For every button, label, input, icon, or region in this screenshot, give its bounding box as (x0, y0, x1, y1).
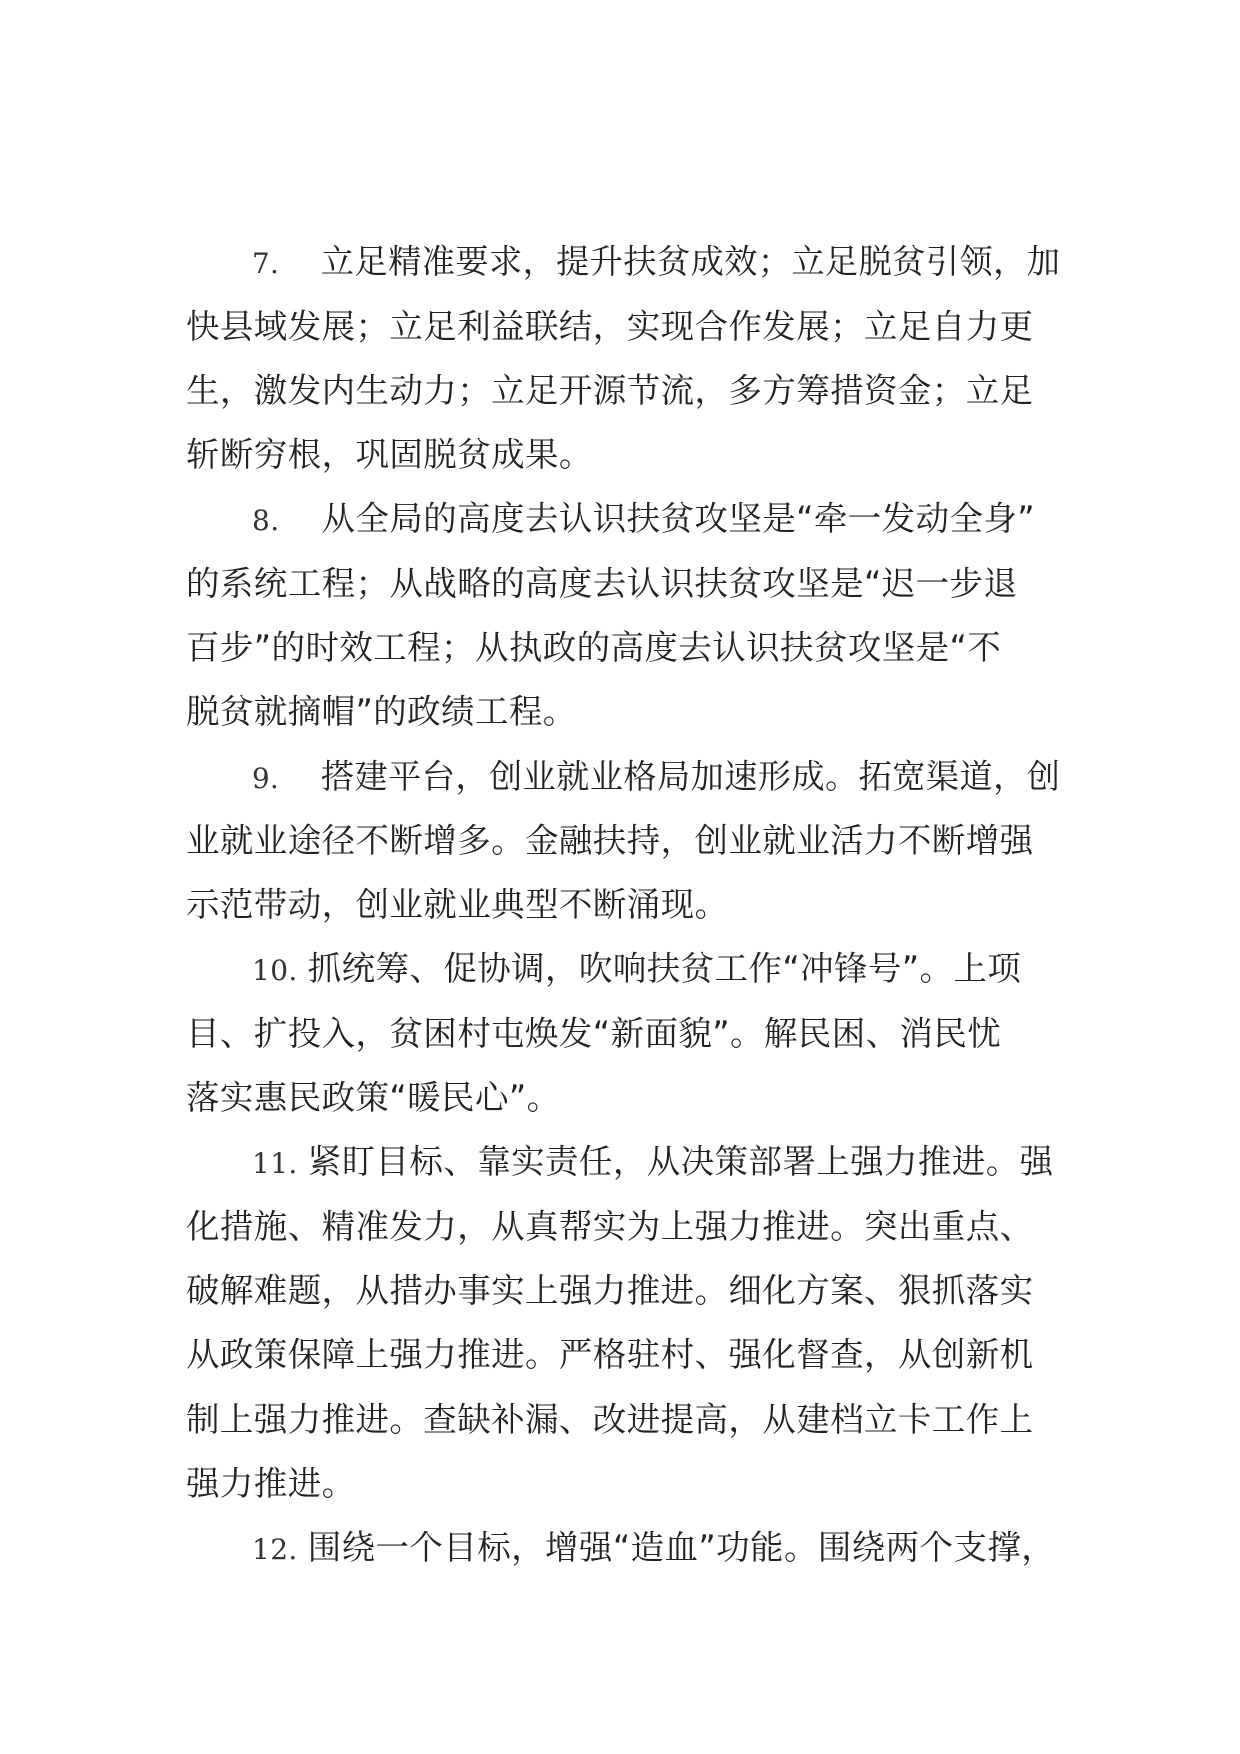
paragraph-number: 9. (252, 762, 280, 795)
paragraph-9-line-3: 示范带动，创业就业典型不断涌现。 (186, 885, 729, 924)
paragraph-text: 搭建平台，创业就业格局加速形成。拓宽渠道，创 (320, 757, 1061, 796)
paragraph-7-line-2: 快县域发展；立足利益联结，实现合作发展；立足自力更 (186, 307, 1034, 346)
paragraph-text: 立足精准要求，提升扶贫成效；立足脱贫引领，加 (320, 242, 1061, 281)
paragraph-number: 11. (252, 1147, 298, 1180)
paragraph-10-line-2: 目、扩投入，贫困村屯焕发“新面貌”。解民困、消民忧 (186, 1014, 1002, 1053)
paragraph-10-line-1 (252, 949, 1022, 988)
paragraph-number: 12. (252, 1533, 298, 1566)
paragraph-11-line-1 (252, 1142, 1054, 1181)
paragraph-9-line-1 (252, 757, 1061, 796)
paragraph-text: 从全局的高度去认识扶贫攻坚是“牵一发动全身” (321, 499, 1036, 538)
paragraph-7-line-1 (252, 242, 1061, 281)
paragraph-11-line-3: 破解难题，从措办事实上强力推进。细化方案、狠抓落实 (186, 1271, 1034, 1310)
paragraph-8-line-4: 脱贫就摘帽”的政绩工程。 (186, 692, 577, 731)
paragraph-11-line-4: 从政策保障上强力推进。严格驻村、强化督查，从创新机 (186, 1335, 1034, 1374)
paragraph-12-line-1 (252, 1528, 1056, 1567)
paragraph-text: 紧盯目标、靠实责任，从决策部署上强力推进。强 (307, 1142, 1054, 1181)
paragraph-8-line-2: 的系统工程；从战略的高度去认识扶贫攻坚是“迟一步退 (186, 564, 1018, 603)
paragraph-8-line-1 (252, 499, 1036, 538)
paragraph-11-line-5: 制上强力推进。查缺补漏、改进提高，从建档立卡工作上 (186, 1400, 1034, 1439)
paragraph-11-line-6: 强力推进。 (186, 1464, 356, 1503)
paragraph-number: 10. (252, 954, 298, 987)
paragraph-number: 7. (252, 247, 280, 280)
paragraph-9-line-2: 业就业途径不断增多。金融扶持，创业就业活力不断增强 (186, 821, 1034, 860)
paragraph-number: 8. (252, 504, 280, 537)
paragraph-8-line-3: 百步”的时效工程；从执政的高度去认识扶贫攻坚是“不 (186, 628, 1002, 667)
paragraph-11-line-2: 化措施、精准发力，从真帮实为上强力推进。突出重点、 (186, 1207, 1034, 1246)
paragraph-text: 抓统筹、促协调，吹响扶贫工作“冲锋号”。上项 (307, 949, 1022, 988)
paragraph-10-line-3: 落实惠民政策“暖民心”。 (186, 1078, 561, 1117)
paragraph-7-line-4: 斩断穷根，巩固脱贫成果。 (186, 435, 593, 474)
paragraph-text: 围绕一个目标，增强“造血”功能。围绕两个支撑， (307, 1528, 1056, 1567)
paragraph-7-line-3: 生，激发内生动力；立足开源节流，多方筹措资金；立足 (186, 371, 1034, 410)
